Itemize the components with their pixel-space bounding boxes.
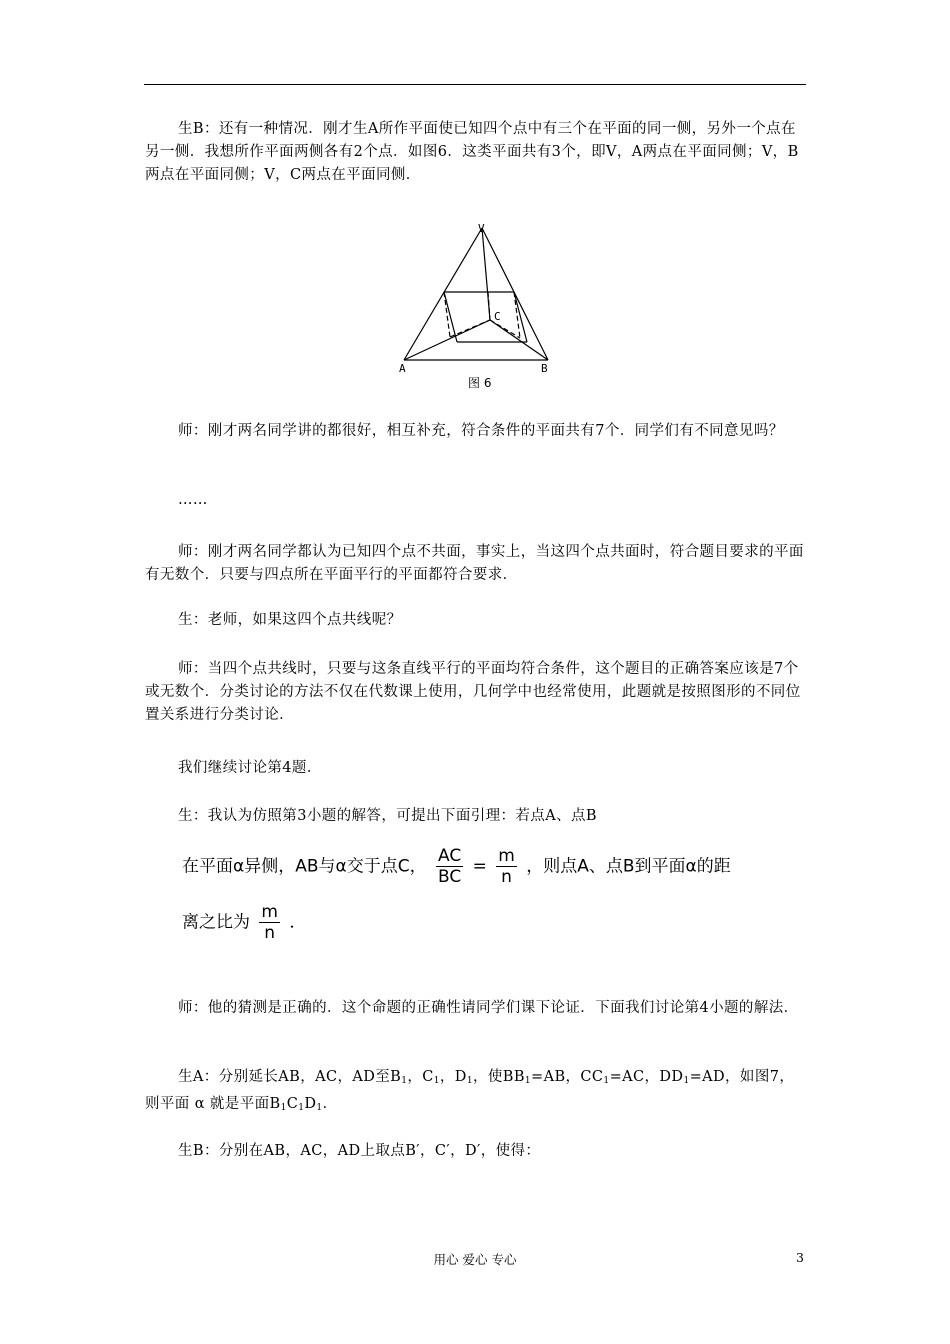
label-c: C: [494, 310, 501, 323]
tetrahedron-diagram: [398, 220, 558, 400]
paragraph-teacher-seven: 师：刚才两名同学讲的都很好，相互补充，符合条件的平面共有7个．同学们有不同意见吗？: [178, 423, 784, 439]
paragraph-student-b-points: 生B：分别在AB，AC，AD上取点B′，C′，D′，使得：: [178, 1143, 541, 1159]
formula-text-2: ，则点A、点B到平面α的距: [526, 856, 731, 877]
paragraph-ellipsis: ……: [178, 492, 208, 508]
fraction-m-n: [496, 846, 517, 887]
paragraph-teacher-collinear: 师：当四个点共线时，只要与这条直线平行的平面均符合条件，这个题目的正确答案应该是7个或无数个．分类讨论的方法不仅在代数课上使用，几何学中也经常使用，此题就是按照图形的不同位置关系进行分类讨论．: [145, 661, 801, 723]
formula-text-4: ．: [289, 912, 307, 933]
fraction-m-n-result: [259, 902, 280, 943]
label-a: A: [399, 362, 406, 375]
page-number: 3: [796, 1250, 804, 1265]
paragraph-student-collinear: 生：老师，如果这四个点共线呢？: [178, 612, 402, 628]
fraction-denominator: n: [264, 923, 276, 943]
fraction-denominator: BC: [437, 867, 462, 887]
lemma-formula: [182, 846, 822, 956]
formula-line-2: [182, 902, 306, 943]
paragraph-student-a-extend: 生A：分别延长AB，AC，AD至$B_1$，$C_1$，$D_1$，使$BB_1=AB$，$CC_1=AC$，$DD_1=AD$，如图7，则平面 α 就是平面$B_1C_1D_1$．: [145, 1069, 795, 1113]
fraction-ac-bc: [436, 846, 463, 887]
page-footer: 用心 爱心 专心: [433, 1252, 517, 1267]
figure-6: [398, 220, 558, 400]
fraction-numerator: m: [498, 846, 515, 866]
paragraph-teacher-correct: 师：他的猜测是正确的．这个命题的正确性请同学们课下论证．下面我们讨论第4小题的解法．: [178, 1000, 799, 1016]
formula-text-1: 在平面α异侧，AB与α交于点C，: [182, 856, 427, 877]
formula-line-1: [182, 846, 731, 887]
header-rule: [144, 84, 806, 85]
paragraph-continue-q4: 我们继续讨论第4题．: [178, 760, 322, 776]
fraction-numerator: AC: [437, 846, 462, 866]
fraction-denominator: n: [501, 867, 512, 887]
formula-text-3: 离之比为: [182, 912, 250, 933]
formula-equals: =: [472, 856, 487, 877]
label-b: B: [541, 362, 548, 375]
paragraph-student-b-planes: 生B：还有一种情况．刚才生A所作平面使已知四个点中有三个在平面的同一侧，另外一个点在另一侧．我想所作平面两侧各有2个点．如图6．这类平面共有3个，即V，A两点在平面同侧；V，B两点在平面同侧；V，C两点在平面同侧．: [145, 121, 799, 183]
fraction-numerator: m: [261, 902, 278, 922]
figure-caption: 图 6: [468, 376, 492, 390]
paragraph-student-lemma: 生：我认为仿照第3小题的解答，可提出下面引理：若点A、点B: [178, 808, 597, 824]
paragraph-teacher-coplanar: 师：刚才两名同学都认为已知四个点不共面，事实上，当这四个点共面时，符合题目要求的平面有无数个．只要与四点所在平面平行的平面都符合要求．: [145, 544, 804, 583]
label-v: V: [478, 222, 485, 235]
